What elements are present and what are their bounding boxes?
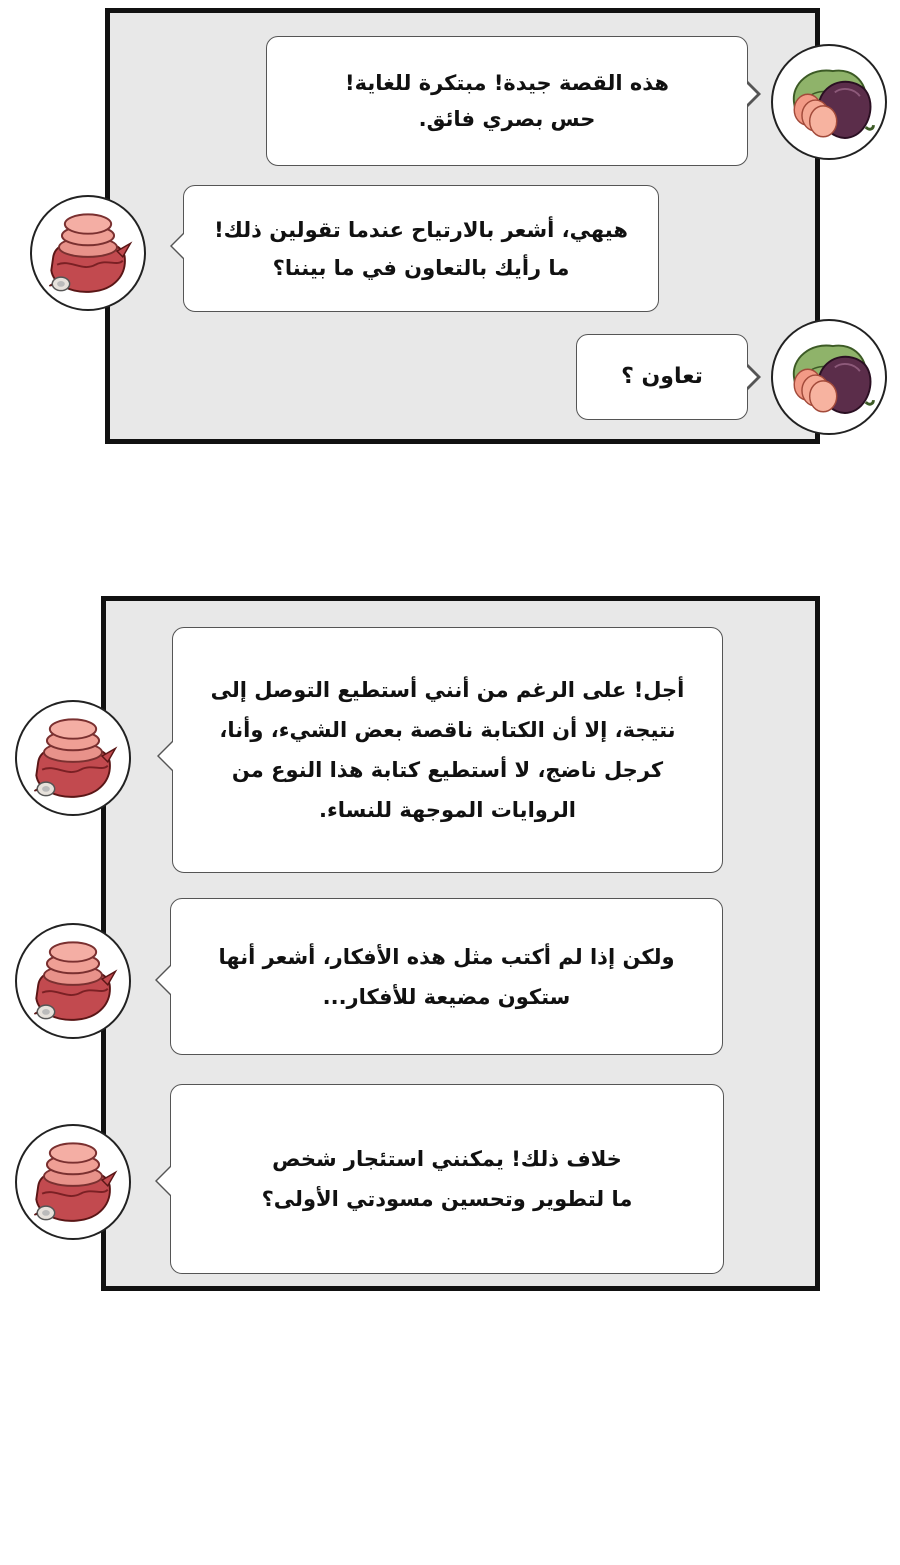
speech-bubble-5 — [170, 898, 723, 1055]
speech-bubble-6 — [170, 1084, 724, 1274]
ham-sack-avatar-icon — [30, 195, 146, 311]
speech-bubble-1 — [266, 36, 748, 166]
speech-text-2: هيهي، أشعر بالارتياح عندما تقولين ذلك! ما رأيك بالتعاون في ما بيننا؟ — [214, 217, 628, 280]
eggplant-ham-avatar-icon — [771, 319, 887, 435]
speech-bubble-4 — [172, 627, 723, 873]
speech-text-5: ولكن إذا لم أكتب مثل هذه الأفكار، أشعر أنها ستكون مضيعة للأفكار... — [218, 944, 675, 1009]
eggplant-ham-avatar-icon — [771, 44, 887, 160]
ham-sack-avatar-icon — [15, 1124, 131, 1240]
ham-sack-avatar-icon — [15, 923, 131, 1039]
speech-bubble-2 — [183, 185, 659, 312]
speech-text-3: تعاون ؟ — [621, 364, 703, 389]
speech-text-6: خلاف ذلك! يمكنني استئجار شخص ما لتطوير وتحسين مسودتي الأولى؟ — [261, 1147, 633, 1211]
ham-sack-avatar-icon — [15, 700, 131, 816]
speech-text-1: هذه القصة جيدة! مبتكرة للغاية! حس بصري فائق. — [345, 71, 669, 131]
speech-bubble-3 — [576, 334, 748, 420]
speech-text-4: أجل! على الرغم من أنني أستطيع التوصل إلى نتيجة، إلا أن الكتابة ناقصة بعض الشيء، وأنا، كرجل ناضج، لا أستطيع كتابة هذا النوع من الروايات الموجهة للنساء. — [210, 678, 685, 822]
